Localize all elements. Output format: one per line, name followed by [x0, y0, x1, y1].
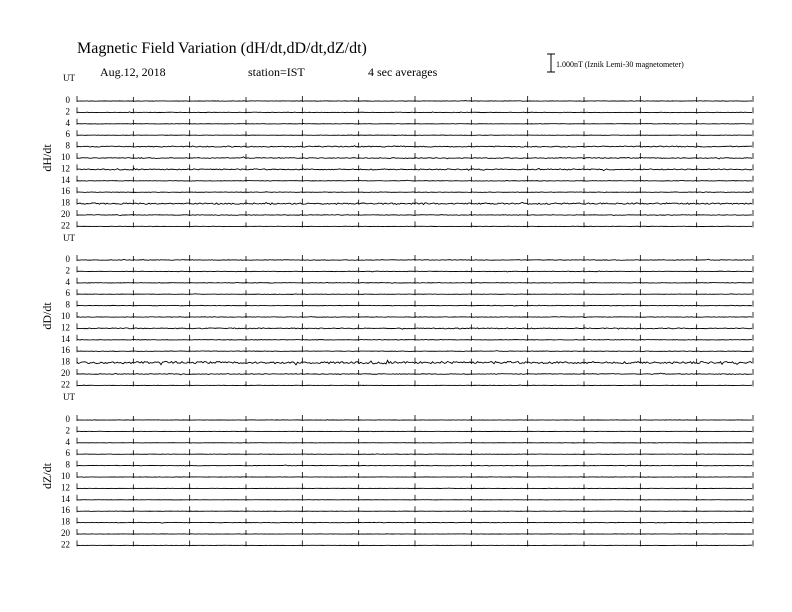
hour-label: 20: [61, 528, 70, 538]
hour-label: 16: [61, 505, 70, 516]
hour-label: 6: [65, 129, 70, 140]
hour-label: 14: [61, 333, 70, 344]
hour-label: 0: [65, 414, 70, 424]
trace-line: [77, 123, 752, 124]
trace-line: [77, 259, 752, 260]
hour-label: 14: [61, 493, 70, 504]
trace-line: [77, 282, 752, 283]
hour-label: 4: [65, 436, 70, 447]
trace-line: [77, 101, 752, 102]
trace-line: [77, 317, 752, 318]
trace-line: [77, 373, 752, 375]
hour-label: 2: [65, 265, 70, 276]
hour-label: 10: [61, 152, 70, 162]
hour-label: 10: [61, 311, 70, 321]
hour-label: 22: [61, 220, 70, 231]
trace-line: [77, 360, 752, 365]
hour-label: 8: [65, 140, 70, 151]
hour-label: 20: [61, 368, 70, 378]
hour-label: 12: [61, 482, 70, 493]
scale-label: 1.000nT (Iznik Lemi-30 magnetometer): [556, 60, 684, 69]
trace-line: [77, 157, 752, 159]
chart-title: Magnetic Field Variation (dH/dt,dD/dt,dZ/dt): [77, 40, 367, 57]
trace-line: [77, 465, 752, 466]
trace-line: [77, 192, 752, 193]
hour-label: 12: [61, 322, 70, 333]
hour-label: 18: [61, 197, 70, 208]
trace-line: [77, 385, 752, 386]
trace-line: [77, 328, 752, 329]
panel-ylabel: dH/dt: [40, 144, 54, 172]
hour-label: 6: [65, 448, 70, 459]
hour-label: 2: [65, 425, 70, 436]
hour-label: 20: [61, 209, 70, 219]
trace-line: [77, 215, 752, 216]
hour-label: 0: [65, 254, 70, 264]
trace-line: [77, 168, 752, 170]
hour-label: 4: [65, 276, 70, 287]
trace-line: [77, 180, 752, 181]
ut-label: UT: [63, 392, 75, 402]
hour-label: 22: [61, 539, 70, 550]
hour-label: 18: [61, 516, 70, 527]
hour-label: 0: [65, 95, 70, 105]
hour-label: 8: [65, 299, 70, 310]
hour-label: 4: [65, 117, 70, 128]
hour-label: 14: [61, 174, 70, 185]
hour-label: 12: [61, 163, 70, 174]
trace-line: [77, 271, 752, 272]
panel-ylabel: dZ/dt: [40, 463, 54, 489]
panel-ylabel: dD/dt: [40, 302, 54, 330]
trace-line: [77, 146, 752, 148]
trace-line: [77, 112, 752, 113]
date-label: Aug.12, 2018: [100, 65, 166, 79]
trace-line: [77, 305, 752, 306]
trace-line: [77, 522, 752, 523]
trace-line: [77, 339, 752, 340]
trace-line: [77, 226, 752, 227]
trace-line: [77, 294, 752, 295]
ut-label: UT: [63, 73, 75, 83]
hour-label: 16: [61, 345, 70, 356]
station-label: station=IST: [248, 65, 305, 79]
hour-label: 16: [61, 186, 70, 197]
hour-label: 22: [61, 379, 70, 390]
hour-label: 18: [61, 356, 70, 367]
trace-line: [77, 420, 752, 421]
trace-line: [77, 202, 752, 204]
trace-line: [77, 351, 752, 352]
hour-label: 10: [61, 471, 70, 481]
trace-line: [77, 477, 752, 478]
averaging-label: 4 sec averages: [368, 65, 438, 79]
ut-label: UT: [63, 233, 75, 243]
trace-line: [77, 454, 752, 455]
hour-label: 8: [65, 459, 70, 470]
hour-label: 6: [65, 288, 70, 299]
hour-label: 2: [65, 106, 70, 117]
